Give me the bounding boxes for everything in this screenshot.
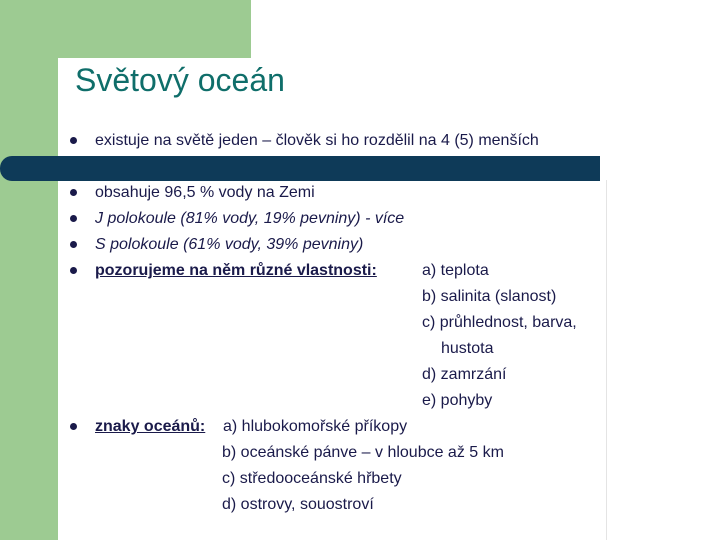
feature-item: a) hlubokomořské příkopy: [223, 418, 408, 435]
bullet-dot: [70, 137, 77, 144]
feature-item: c) středooceánské hřbety: [222, 470, 402, 487]
bullet-dot: [70, 241, 77, 248]
feature-item: d) ostrovy, souostroví: [222, 496, 374, 513]
bullet-6-label: znaky oceánů:: [95, 418, 206, 435]
decor-green-top: [58, 0, 251, 58]
bullet-dot: [70, 189, 77, 196]
bullet-dot: [70, 215, 77, 222]
bullet-1-text: existuje na světě jeden – člověk si ho rozdělil na 4 (5) menších: [95, 132, 539, 149]
property-item: a) teplota: [422, 262, 489, 279]
property-item: d) zamrzání: [422, 366, 507, 383]
slide-title: Světový oceán: [75, 62, 285, 98]
bullet-4-text: S polokoule (61% vody, 39% pevniny): [95, 236, 364, 253]
property-item: e) pohyby: [422, 392, 493, 409]
decor-green-left: [0, 0, 58, 540]
bullet-5-label: pozorujeme na něm různé vlastnosti:: [95, 262, 377, 279]
bullet-dot: [70, 423, 77, 430]
feature-item: b) oceánské pánve – v hloubce až 5 km: [222, 444, 504, 461]
property-item: c) průhlednost, barva,: [422, 314, 577, 331]
property-item: hustota: [441, 340, 494, 357]
bullet-3-text: J polokoule (81% vody, 19% pevniny) - více: [95, 210, 405, 227]
decor-bar: [0, 156, 600, 181]
bullet-dot: [70, 267, 77, 274]
decor-right-line: [606, 180, 607, 540]
property-item: b) salinita (slanost): [422, 288, 557, 305]
bullet-2-text: obsahuje 96,5 % vody na Zemi: [95, 184, 315, 201]
